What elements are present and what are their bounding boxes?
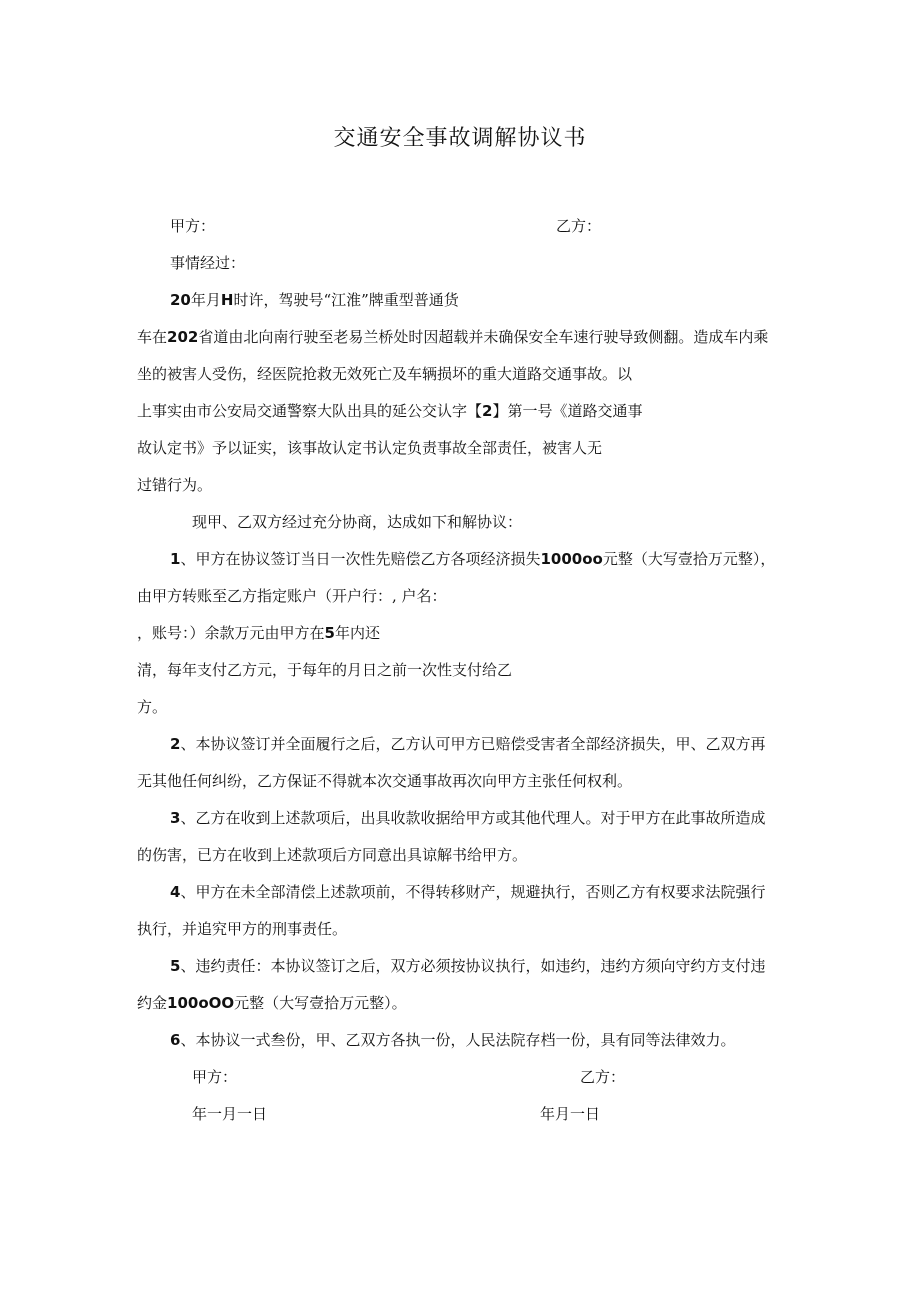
clause-text: 、乙方在收到上述款项后，出具收款收据给甲方或其他代理人。对于甲方在此事故所造成: [180, 809, 766, 827]
compensation-amount: 1000oo: [540, 550, 603, 568]
facts-line-3: 坐的被害人受伤，经医院抢救无效死亡及车辆损坏的重大道路交通事故。以: [137, 365, 633, 383]
clause-1-line-1: [170, 549, 775, 569]
clause-text: 、甲方在协议签订当日一次性先赔偿乙方各项经济损失: [180, 550, 541, 568]
clause-text: 、本协议签订并全面履行之后，乙方认可甲方已赔偿受害者全部经济损失，甲、乙双方再: [180, 735, 766, 753]
document-title: 交通安全事故调解协议书: [333, 126, 587, 151]
party-a-label: 甲方：: [170, 217, 216, 235]
signature-party-a-label: 甲方：: [192, 1068, 238, 1086]
facts-year-number: 20: [170, 291, 191, 309]
repayment-years: 5: [324, 624, 335, 642]
clause-text: 约金: [137, 994, 168, 1012]
signature-date-b: 年月一日: [540, 1105, 601, 1123]
clause-text: 元整（大写壹拾万元整），: [602, 550, 776, 568]
agreement-intro: 现甲、乙双方经过充分协商，达成如下和解协议：: [192, 513, 523, 531]
facts-text: 省道由北向南行驶至老易兰桥处时因超载并未确保安全车速行驶导致侧翻。造成车内乘: [198, 328, 769, 346]
clause-number: 6: [170, 1031, 181, 1049]
clause-1-line-5: 方。: [137, 698, 168, 716]
clause-text: 、甲方在未全部清偿上述款项前，不得转移财产，规避执行，否则乙方有权要求法院强行: [180, 883, 766, 901]
clause-number: 1: [170, 550, 181, 568]
signature-party-b-label: 乙方：: [580, 1068, 626, 1086]
clause-1-line-4: 清，每年支付乙方元，于每年的月日之前一次性支付给乙: [137, 661, 513, 679]
facts-document-number: 2: [482, 402, 493, 420]
party-b-label: 乙方：: [556, 217, 602, 235]
clause-2-line-1: [170, 734, 765, 754]
penalty-amount: 100oOO: [167, 994, 235, 1012]
facts-text: 】第一号《道路交通事: [492, 402, 643, 420]
clause-5-line-2: [137, 993, 407, 1013]
clause-text: 、违约责任：本协议签订之后，双方必须按协议执行，如违约，违约方须向守约方支付违: [180, 957, 766, 975]
clause-3-line-1: [170, 808, 765, 828]
clause-4-line-2: 执行，并追究甲方的刑事责任。: [137, 920, 348, 938]
clause-6-line-1: [170, 1030, 735, 1050]
facts-line-1: [170, 290, 459, 310]
facts-line-4: [137, 401, 642, 421]
clause-number: 5: [170, 957, 181, 975]
clause-number: 3: [170, 809, 181, 827]
facts-line-2: [137, 327, 768, 347]
facts-line-6: 过错行为。: [137, 476, 213, 494]
clause-text: 年内还: [334, 624, 380, 642]
facts-road-number: 202: [167, 328, 199, 346]
facts-hour-marker: H: [220, 291, 234, 309]
clause-text: 、本协议一式叁份，甲、乙双方各执一份，人民法院存档一份，具有同等法律效力。: [180, 1031, 736, 1049]
clause-3-line-2: 的伤害，已方在收到上述款项后方同意出具谅解书给甲方。: [137, 846, 528, 864]
signature-date-a: 年一月一日: [192, 1105, 268, 1123]
clause-number: 2: [170, 735, 181, 753]
facts-text: 上事实由市公安局交通警察大队出具的延公交认字【: [137, 402, 483, 420]
clause-number: 4: [170, 883, 181, 901]
clause-1-line-2: 由甲方转账至乙方指定账户（开户行：, 户名：: [137, 587, 447, 605]
facts-text: 年月: [190, 291, 221, 309]
clause-4-line-1: [170, 882, 765, 902]
clause-2-line-2: 无其他任何纠纷，乙方保证不得就本次交通事故再次向甲方主张任何权利。: [137, 772, 633, 790]
clause-5-line-1: [170, 956, 765, 976]
facts-text: 时许，驾驶号“江淮”牌重型普通货: [233, 291, 459, 309]
clause-text: ，账号：）余款万元由甲方在: [137, 624, 325, 642]
facts-line-5: 故认定书》予以证实，该事故认定书认定负责事故全部责任，被害人无: [137, 439, 603, 457]
facts-text: 车在: [137, 328, 168, 346]
clause-1-line-3: [137, 623, 380, 643]
clause-text: 元整（大写壹拾万元整）。: [234, 994, 407, 1012]
facts-label: 事情经过：: [170, 254, 246, 272]
